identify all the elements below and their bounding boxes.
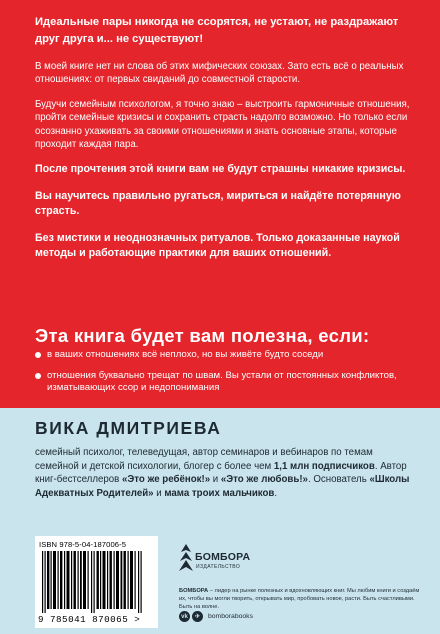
bio-highlight: «Это же ребёнок!» <box>121 474 211 485</box>
vk-icon[interactable]: vk <box>179 611 190 622</box>
bio-text: . <box>274 487 278 499</box>
publisher-description <box>179 587 424 612</box>
bold-paragraph-2: Вы научитесь правильно ругаться, мириться и найдёте потерянную страсть. <box>35 189 401 218</box>
publisher-subtitle: ИЗДАТЕЛЬСТВО <box>196 564 241 570</box>
bio-text: . Основатель <box>307 474 370 485</box>
bullet-text: в ваших отношениях всё неплохо, но вы живёте будто соседи <box>47 349 324 360</box>
publisher-name: БОМБОРА <box>195 551 251 563</box>
bullet-dot-icon <box>35 373 41 379</box>
social-handle[interactable]: bomborabooks <box>208 613 253 620</box>
bullet-list <box>35 349 430 403</box>
bio-text: и <box>210 474 221 485</box>
social-links <box>179 611 253 622</box>
bold-paragraph-3: Без мистики и неоднозначных ритуалов. Только доказанные наукой методы и работающие практики для ваших отношений. <box>35 231 400 260</box>
paragraph-1: В моей книге нет ни слова об этих мифических союзах. Зато есть всё о реальных отношениях: от первых свиданий до совместной старости. <box>35 61 404 86</box>
publisher-logo <box>179 543 249 583</box>
bio-highlight: «Школы Адекватных Родителей» <box>35 474 410 499</box>
author-section <box>0 408 440 634</box>
paragraph-2: Будучи семейным психологом, я точно знаю – выстроить гармоничные отношения, пройти семейные кризисы и сохранить страсть надолго возможно. Но только если осознанно ухаживать за своими отношениями и знать основные этапы, которые проходит каждая пара. <box>35 98 410 151</box>
bombora-logo-icon <box>179 543 193 573</box>
bullet-text: отношения буквально трещат по швам. Вы устали от постоянных конфликтов, изматывающих ссор и недопонимания <box>47 369 397 394</box>
author-name: ВИКА ДМИТРИЕВА <box>35 418 222 438</box>
useful-heading: Эта книга будет вам полезна, если: <box>35 325 370 346</box>
bio-text: семейный психолог, телеведущая, автор семинаров и вебинаров по темам семейной и детской психологии, блогер с более чем <box>35 447 373 472</box>
author-bio <box>35 446 415 500</box>
bio-text: и <box>153 487 165 499</box>
bullet-dot-icon <box>35 352 41 358</box>
lead-text: Идеальные пары никогда не ссорятся, не устают, не раздражают друг друга и... не существуют! <box>35 16 399 45</box>
publisher-text-bold: БОМБОРА <box>179 588 209 594</box>
publisher-text: – лидер на рынке полезных и вдохновляющих книг. Мы любим книги и создаём их, чтобы вы могли творить, открывать мир, пробовать новое, расти. Быть счастливыми. Быть на волне. <box>179 588 420 611</box>
bold-paragraph-1: После прочтения этой книги вам не будут страшны никакие кризисы. <box>35 163 406 176</box>
bullet-item <box>35 370 430 395</box>
barcode-digits: 9 785041 870065 > <box>38 614 141 625</box>
bio-highlight: 1,1 млн подписчиков <box>273 460 375 472</box>
bullet-item <box>35 349 430 362</box>
promo-text-block <box>35 14 415 273</box>
bio-highlight: мама троих мальчиков <box>164 487 275 499</box>
barcode-bars-icon <box>40 551 153 613</box>
bio-text: . Автор книг-бестселлеров <box>35 460 407 485</box>
telegram-icon[interactable]: ✈ <box>192 611 203 622</box>
barcode <box>35 536 158 628</box>
isbn-label: ISBN 978-5-04-187006-5 <box>39 540 127 549</box>
bio-highlight: «Это же любовь!» <box>220 474 308 485</box>
